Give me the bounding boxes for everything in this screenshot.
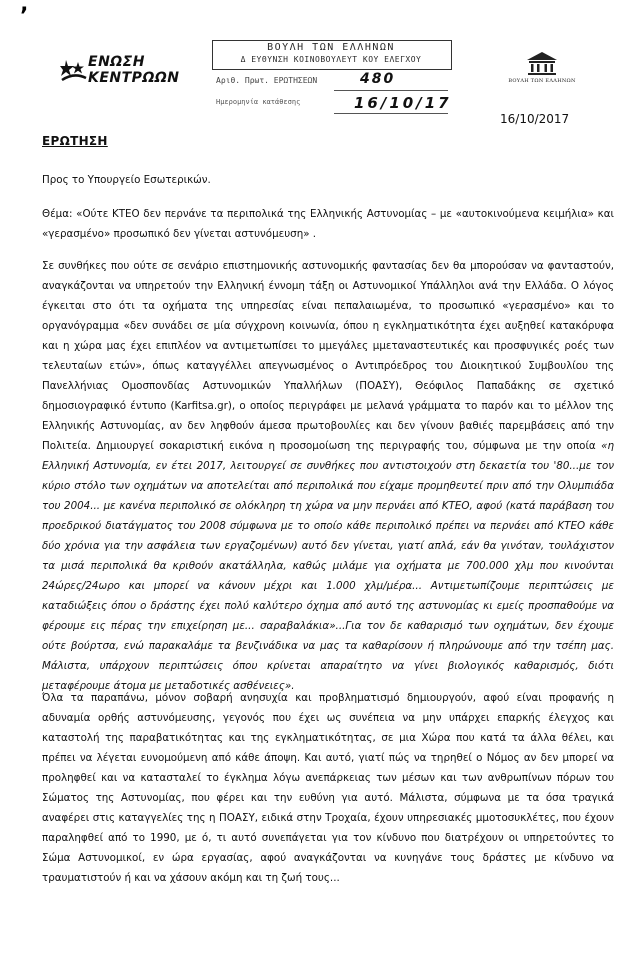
subject-line: Θέμα: «Ούτε ΚΤΕΟ δεν περνάνε τα περιπολικά της Ελληνικής Αστυνομίας – με «αυτοκινούμενα κειμήλια» και «γερασμένο» προσωπικό δεν γίνεται αστυνόμευση» . bbox=[42, 208, 614, 240]
document-heading: ΕΡΩΤΗΣΗ bbox=[42, 134, 108, 148]
logo-text-line1: ΕΝΩΣΗ bbox=[88, 54, 145, 70]
parliament-emblem bbox=[506, 50, 578, 90]
document-date: 16/10/2017 bbox=[500, 112, 570, 126]
body-paragraph-1 bbox=[42, 256, 614, 696]
stamp-line bbox=[334, 90, 448, 91]
addressee-line: Προς το Υπουργείο Εσωτερικών. bbox=[42, 174, 211, 186]
parliament-stamp bbox=[212, 40, 454, 110]
paragraph-1-quote: «η Ελληνική Αστυνομία, εν έτει 2017, λειτουργεί σε συνθήκες που αντιστοιχούν στη δεκαετία του '80...με τον κύριο στόλο των οχημάτων να αποτελείται από περιπολικά που είχαμε προμηθευτεί πριν από την Ολυμπιάδα του 2004... με κανένα περιπολικό σε ολόκληρη τη χώρα να μην περνάει από ΚΤΕΟ, αφού (κατά παράβαση του προεδρικού διατάγματος του 2008 σύμφωνα με το οποίο κάθε περιπολικό πρέπει να περνάει από ΚΤΕΟ κάθε δύο χρόνια για την ασφάλεια των εργαζομένων) αυτό δεν γίνεται, γιατί απλά, εάν θα γινόταν, τουλάχιστον τα μισά περιπολικά θα κριθούν ακατάλληλα, καθώς μιλάμε για οχήματα με 700.000 χλμ που κινούνται 24ώρες/24ωρο και μπορεί να κάνουν μέχρι και 1.000 χλμ/μέρα... Αντιμετωπίζουμε περιπτώσεις με καταδιώξεις όπου ο δράστης έχει πολύ καλύτερο όχημα από αυτό της αστυνομίας κι εμείς προσπαθούμε να φέρουμε εις πέρας την επιχείρηση με... σαραβαλάκια»...Για τον δε καθαρισμό των οχημάτων, δεν έχουμε ούτε βούρτσα, ενώ παρακαλάμε τα βενζινάδικα να μας τα καθαρίσουν ή πληρώνουμε από την τσέπη μας. Μάλιστα, υπάρχουν περιπτώσεις όπου κρίνεται απαραίτητο να γίνει βιολογικός καθαρισμός, διότι μεταφέρουμε άτομα με μεταδοτικές ασθένειες». bbox=[42, 440, 614, 692]
paragraph-1-text: Σε συνθήκες που ούτε σε σενάριο επιστημονικής αστυνομικής φαντασίας δεν θα μπορούσαν να φανταστούν, αναγκάζονται να υπηρετούν την Ελληνική έννομη τάξη οι Αστυνομικοί Υπάλληλοι ανά την Ελλάδα. Ο λόγος έγκειται στο ότι τα οχήματα της υπηρεσίας είναι πεπαλαιωμένα, το προσωπικό «γερασμένο» και το οργανόγραμμα «δεν συνάδει σε μία σύγχρονη κοινωνία, όπου η εγκληματικότητα έχει αυξηθεί κατακόρυφα και η χώρα μας έχει επιπλέον να αντιμετωπίσει το μμεγάλες μμεταναστευτικές και προσφυγικές ροές των τελευταίων ετών», όπως καταγγέλλει απεγνωσμένος ο Αντιπρόεδρος του Διοικητικού Συμβουλίου της Πανελλήνιας Ομοσπονδίας Αστυνομικών Υπαλλήλων (ΠΟΑΣΥ), Θεόφιλος Παπαδάκης σε σχετικό δημοσιογραφικό έντυπο (Karfitsa.gr), ο οποίος περιγράφει με μελανά γράμματα το παρόν και το μέλλον της Ελληνικής Αστυνομίας, αν δεν ληφθούν άμεσα πρωτοβουλίες και δεν γίνουν βαθιές παρεμβάσεις από την Πολιτεία. Δημιουργεί σοκαριστική εικόνα η προσομοίωση της περιγραφής του, σύμφωνα με την οποία bbox=[42, 260, 614, 452]
stamp-date-label: Ημερομηνία κατάθεσης bbox=[216, 98, 301, 106]
party-logo bbox=[60, 54, 200, 90]
pen-tick-mark: ʼ bbox=[20, 4, 29, 29]
stamp-line bbox=[334, 113, 448, 114]
parliament-emblem-icon bbox=[525, 50, 559, 76]
stamp-department: Δ ΕΥΘΥΝΣΗ ΚΟΙΝΟΒΟΥΛΕΥΤ ΚΟΥ ΕΛΕΓΧΟΥ bbox=[240, 55, 422, 64]
stamp-title: ΒΟΥΛΗ ΤΩΝ ΕΛΛΗΝΩΝ bbox=[267, 42, 395, 53]
stamp-protocol-number: 480 bbox=[360, 71, 396, 87]
emblem-caption: ΒΟΥΛΗ ΤΩΝ ΕΛΛΗΝΩΝ bbox=[508, 78, 576, 84]
stars-logo-icon bbox=[60, 58, 88, 84]
stamp-date: 16/10/17 bbox=[354, 94, 452, 112]
logo-text-line2: ΚΕΝΤΡΩΩΝ bbox=[88, 70, 180, 86]
body-paragraph-2: Όλα τα παραπάνω, μόνον σοβαρή ανησυχία και προβληματισμό δημιουργούν, αφού είναι προφανής η αδυναμία ορθής αστυνόμευσης, γεγονός που έχει ως συνέπεια να μην υπάρχει επαρκής έλεγχος και καταστολή της παραβατικότητας και της εγκληματικότητας, σε μια Χώρα που κατά τα άλλα θέλει, και πρέπει να λέγεται ευνομούμενη από κάθε άποψη. Και αυτό, γιατί πώς να τηρηθεί ο Νόμος αν δεν μπορεί να προληφθεί και να κατασταλεί το έγκλημα λόγω ανεπάρκειας των μέσων και των ανθρωπίνων πόρων του Σώματος της Αστυνομίας, που φέρει και την ευθύνη για αυτό. Μάλιστα, σύμφωνα με τα όσα τραγικά αναφέρει στις καταγγελίες της η ΠΟΑΣΥ, ειδικά στην Τροχαία, έχουν υπηρεσιακές μμοτοσυκλέτες, που έχουν παραληφθεί από το 1990, με ό, τι αυτό συνεπάγεται για τον κίνδυνο που διατρέχουν οι υπηρετούντες το Σώμα Αστυνομικοί, εν ώρα εργασίας, αφού αναγκάζονται να κυνηγάνε τους δράστες με κίνδυνο να τραυματιστούν ή και να χάσουν ακόμη και τη ζωή τους... bbox=[42, 692, 614, 884]
stamp-protocol-label: Αριθ. Πρωτ. ΕΡΩΤΗΣΕΩΝ bbox=[216, 76, 318, 85]
